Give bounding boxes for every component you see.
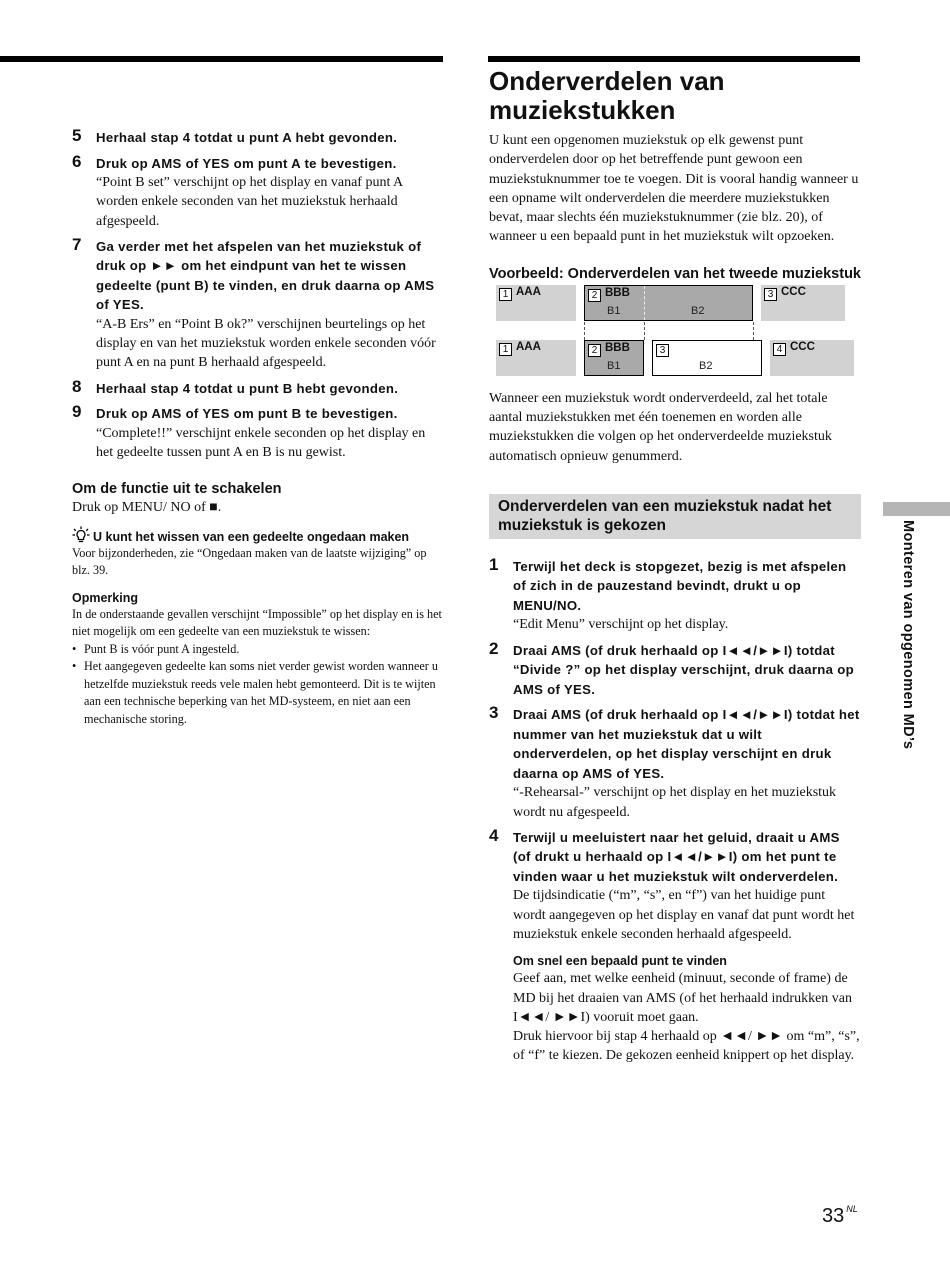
step-description: “A-B Ers” en “Point B ok?” verschijnen beurtelings op het display en van het muziekstuk worden enkele seconden vóór punt A en na punt B herhaald afgespeeld.	[96, 316, 436, 371]
tip-heading-row	[72, 526, 444, 545]
step-4	[489, 825, 861, 1066]
step-number: 5	[72, 126, 82, 145]
page-title: Onderverdelen van muziekstukken	[489, 66, 725, 125]
step-instruction: Herhaal stap 4 totdat u punt B hebt gevonden.	[96, 380, 399, 396]
tip-heading: U kunt het wissen van een gedeelte ongedaan maken	[93, 529, 410, 544]
step-number: 6	[72, 151, 82, 171]
step-description: “Edit Menu” verschijnt op het display.	[513, 617, 729, 633]
diagram-track-ccc: 3 CCC	[761, 285, 845, 321]
step-number: 7	[72, 234, 82, 254]
diagram-track-aaa-after: 1 AAA	[496, 340, 576, 376]
list-item: • Het aangegeven gedeelte kan soms niet verder gewist worden wanneer u hetzelfde muziekstuk reeds vele malen hebt gemonteerd. Dit is te wijten aan een technische beperking van het MD-systeem, en niet aan een mechanische storing.	[84, 658, 444, 728]
tip-section	[72, 526, 444, 580]
cancel-body: Druk op MENU/ NO of ■.	[72, 500, 222, 516]
diagram-track-b1: 2 BBB B1	[584, 340, 644, 376]
step-number: 9	[72, 402, 82, 422]
step-6	[72, 151, 444, 231]
tip-body: Voor bijzonderheden, zie “Ongedaan maken van de laatste wijziging” op blz. 39.	[72, 545, 427, 578]
right-column	[489, 64, 861, 1072]
step-instruction: Druk op AMS of YES om punt B te bevestigen.	[96, 406, 398, 422]
step-number: 4	[489, 825, 499, 845]
note-intro: In de onderstaande gevallen verschijnt “Impossible” op het display en is het niet mogelijk om een gedeelte van een muziekstuk te wissen:	[72, 606, 442, 639]
step-description: De tijdsindicatie (“m”, “s”, en “f”) van het huidige punt wordt aangegeven op het display en vanaf dat punt wordt het muziekstuk enkele seconden herhaald afgespeeld.	[513, 888, 855, 942]
note-heading: Opmerking	[72, 590, 138, 605]
step-3	[489, 705, 861, 822]
note-section	[72, 590, 444, 729]
diagram-track-ccc-after: 4 CCC	[770, 340, 854, 376]
step-number: 1	[489, 554, 499, 574]
quick-find-body-1: Geef aan, met welke eenheid (minuut, seconde of frame) de MD bij het draaien van AMS (of het herhaald indrukken van I◄◄/ ►►I) vooruit moet gaan.	[513, 971, 853, 1025]
step-1	[489, 554, 861, 635]
step-description: “-Rehearsal-” verschijnt op het display en het muziekstuk wordt nu afgespeeld.	[513, 785, 837, 820]
step-description: “Complete!!” verschijnt enkele seconden op het display en het gedeelte tussen punt A en B is nu gewist.	[96, 425, 426, 461]
quick-find-heading: Om snel een bepaald punt te vinden	[513, 954, 727, 969]
intro-paragraph: U kunt een opgenomen muziekstuk op elk gewenst punt onderverdelen door op het betreffende punt gewoon een muziekstuknummer toe te voegen. Dit is vooral handig wanneer u een opname wilt onderverdelen die meerdere muziekstukken bevat, maar slechts één muziekstuknummer (zie blz. 20), of wanneer u een bepaald punt in het muziekstuk wilt opzoeken.	[489, 133, 859, 245]
step-number: 2	[489, 638, 499, 658]
step-instruction: Draai AMS (of druk herhaald op I◄◄/►►I) totdat “Divide ?” op het display verschijnt, druk daarna op AMS of YES.	[513, 642, 854, 697]
page-number: 33 $^{NL}$	[822, 1204, 858, 1227]
step-instruction: Druk op AMS of YES om punt A te bevestigen.	[96, 155, 397, 171]
step-9	[72, 404, 444, 462]
example-heading: Voorbeeld: Onderverdelen van het tweede muziekstuk	[489, 265, 862, 282]
step-5	[72, 128, 444, 148]
step-instruction: Ga verder met het afspelen van het muziekstuk of druk op ►► om het eindpunt van het te wissen gedeelte (punt B) te vinden, en druk daarna op AMS of YES.	[96, 238, 435, 313]
step-instruction: Terwijl het deck is stopgezet, bezig is met afspelen of zich in de pauzestand bevindt, drukt u op MENU/NO.	[513, 558, 847, 613]
diagram-track-b2: 3 B2	[652, 340, 762, 376]
step-number: 8	[72, 376, 82, 396]
step-description: “Point B set” verschijnt op het display en vanaf punt A worden enkele seconden van het muziekstuk herhaald afgespeeld.	[96, 175, 403, 229]
note-list	[72, 641, 444, 729]
top-rule-right	[488, 56, 860, 62]
cancel-section	[72, 480, 444, 517]
side-tab-bar	[883, 502, 950, 516]
after-diagram-paragraph: Wanneer een muziekstuk wordt onderverdeeld, zal het totale aantal muziekstukken met één toenemen en worden alle muziekstukken die volgen op het onderverdeelde muziekstuk automatisch opnieuw genummerd.	[489, 390, 832, 464]
divide-diagram	[489, 285, 861, 381]
quick-find-body-2: Druk hiervoor bij stap 4 herhaald op ◄◄/ ►► om “m”, “s”, of “f” te kiezen. De gekozen eenheid knippert op het display.	[513, 1029, 860, 1064]
step-7	[72, 234, 444, 373]
step-instruction: Draai AMS (of druk herhaald op I◄◄/►►I) totdat het nummer van het muziekstuk dat u wilt onderverdelen, op het display verschijnt en druk daarna op AMS of YES.	[513, 707, 860, 781]
diagram-track-bbb: 2 BBB B1 B2	[584, 285, 753, 321]
side-tab-label: Monteren van opgenomen MD’s	[900, 520, 916, 750]
top-rule-left	[0, 56, 443, 62]
diagram-track-aaa: 1 AAA	[496, 285, 576, 321]
step-number: 3	[489, 703, 499, 723]
section-heading: Onderverdelen van een muziekstuk nadat het muziekstuk is gekozen	[489, 494, 861, 539]
right-steps	[489, 554, 861, 1066]
lightbulb-icon	[72, 526, 90, 544]
list-item: • Punt B is vóór punt A ingesteld.	[84, 641, 444, 659]
step-instruction: Terwijl u meeluistert naar het geluid, draait u AMS (of drukt u herhaald op I◄◄/►►I) om het punt te vinden waar u het muziekstuk wilt onderverdelen.	[513, 829, 840, 884]
left-column	[72, 128, 444, 728]
step-instruction: Herhaal stap 4 totdat u punt A hebt gevonden.	[96, 130, 398, 145]
step-8	[72, 376, 444, 399]
step-2	[489, 638, 861, 700]
cancel-heading: Om de functie uit te schakelen	[72, 481, 282, 498]
